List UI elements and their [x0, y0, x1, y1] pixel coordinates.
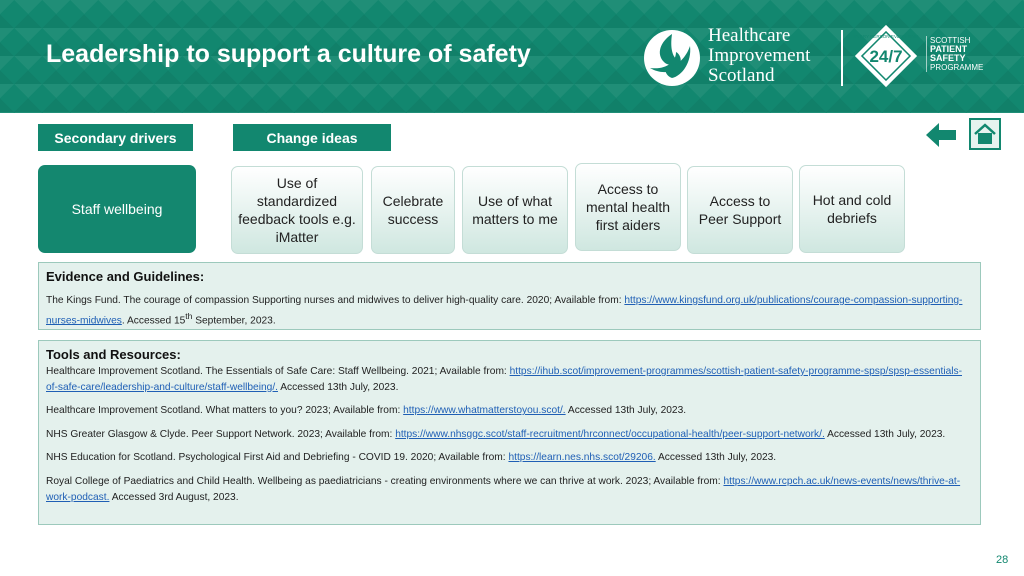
page-title: Leadership to support a culture of safety — [46, 40, 531, 68]
reference-link[interactable]: https://ihub.scot/improvement-programmes/scottish-patient-safety-programme-spsp/spsp-essentials-of-safe-care/leadership-and-culture/staff-wellbeing/. — [46, 366, 962, 393]
reference-link[interactable]: https://www.rcpch.ac.uk/news-events/news/thrive-at-work-podcast. — [46, 475, 961, 503]
reference: NHS Greater Glasgow & Clyde. Peer Support Network. 2023; Available from: https://www.nhsggc.scot/staff-recruitment/hrconnect/occupational-health/peer-support-network/. Accessed 13th July, 2023. — [46, 428, 946, 440]
tools-heading: Tools and Resources: — [46, 347, 181, 362]
reference-link[interactable]: https://www.nhsggc.scot/staff-recruitment/hrconnect/occupational-health/peer-support-network/. — [395, 428, 825, 440]
reference: Healthcare Improvement Scotland. The Essentials of Safe Care: Staff Wellbeing. 2021; Available from: https://ihub.scot/improvement-programmes/scottish-patient-safety-programme-spsp/spsp-essentials-of-safe-care/leadership-and-culture/staff-wellbeing/. Accessed 13th July, 2023. — [46, 366, 962, 393]
header-banner — [0, 0, 1024, 113]
logo-divider — [841, 30, 843, 86]
change-ideas-label: Change ideas — [233, 124, 391, 151]
reference: Healthcare Improvement Scotland. What matters to you? 2023; Available from: https://www.whatmatterstoyou.scot/. Accessed 13th July, 2023. — [46, 405, 687, 417]
change-idea: Use of what matters to me — [462, 166, 568, 254]
home-button[interactable] — [969, 118, 1001, 150]
evidence-heading: Evidence and Guidelines: — [46, 269, 205, 284]
spsp-wordmark: SCOTTISH PATIENT SAFETY PROGRAMME — [926, 36, 972, 72]
svg-text:24/7: 24/7 — [869, 47, 903, 66]
reference: Royal College of Paediatrics and Child Health. Wellbeing as paediatricians - creating environments where we can thrive at work. 2023; Available from: https://www.rcpch.ac.uk/news-events/news/thrive-at-work-podcast. Accessed 3rd August, 2023. — [46, 475, 961, 503]
change-idea: Use of standardized feedback tools e.g. iMatter — [231, 166, 363, 254]
reference: NHS Education for Scotland. Psychological First Aid and Debriefing - COVID 19. 2020; Available from: https://learn.nes.nhs.scot/29206. Accessed 13th July, 2023. — [46, 452, 777, 464]
secondary-drivers-label: Secondary drivers — [38, 124, 193, 151]
change-idea: Celebrate success — [371, 166, 455, 254]
svg-text:EVERY PERSON EVERY TIME: EVERY PERSON EVERY TIME — [853, 34, 919, 39]
driver-staff-wellbeing: Staff wellbeing — [38, 165, 196, 253]
change-idea: Access to mental health first aiders — [575, 163, 681, 251]
home-icon — [971, 120, 999, 148]
change-idea: Hot and cold debriefs — [799, 165, 905, 253]
healthcare-improvement-scotland-logo — [642, 26, 837, 90]
evidence-panel — [38, 262, 981, 330]
page-number: 28 — [996, 554, 1009, 566]
spsp-24-7-badge-icon — [852, 22, 920, 90]
reference-link[interactable]: https://learn.nes.nhs.scot/29206. — [508, 452, 656, 464]
change-idea: Access to Peer Support — [687, 166, 793, 254]
reference: The Kings Fund. The courage of compassion Supporting nurses and midwives to deliver high-quality care. 2020; Available from: https://www.kingsfund.org.uk/publications/courage-compassion-supporting-nurses-midwives. Accessed 15th September, 2023. — [46, 295, 963, 326]
hi-logo-text: Healthcare Improvement Scotland — [708, 25, 811, 86]
reference-link[interactable]: https://www.kingsfund.org.uk/publications/courage-compassion-supporting-nurses-midwives — [46, 295, 963, 326]
reference-link[interactable]: https://www.whatmatterstoyou.scot/. — [403, 405, 566, 417]
back-arrow-icon[interactable] — [924, 120, 958, 150]
hi-knot-icon — [642, 28, 702, 88]
tools-panel — [38, 340, 981, 525]
